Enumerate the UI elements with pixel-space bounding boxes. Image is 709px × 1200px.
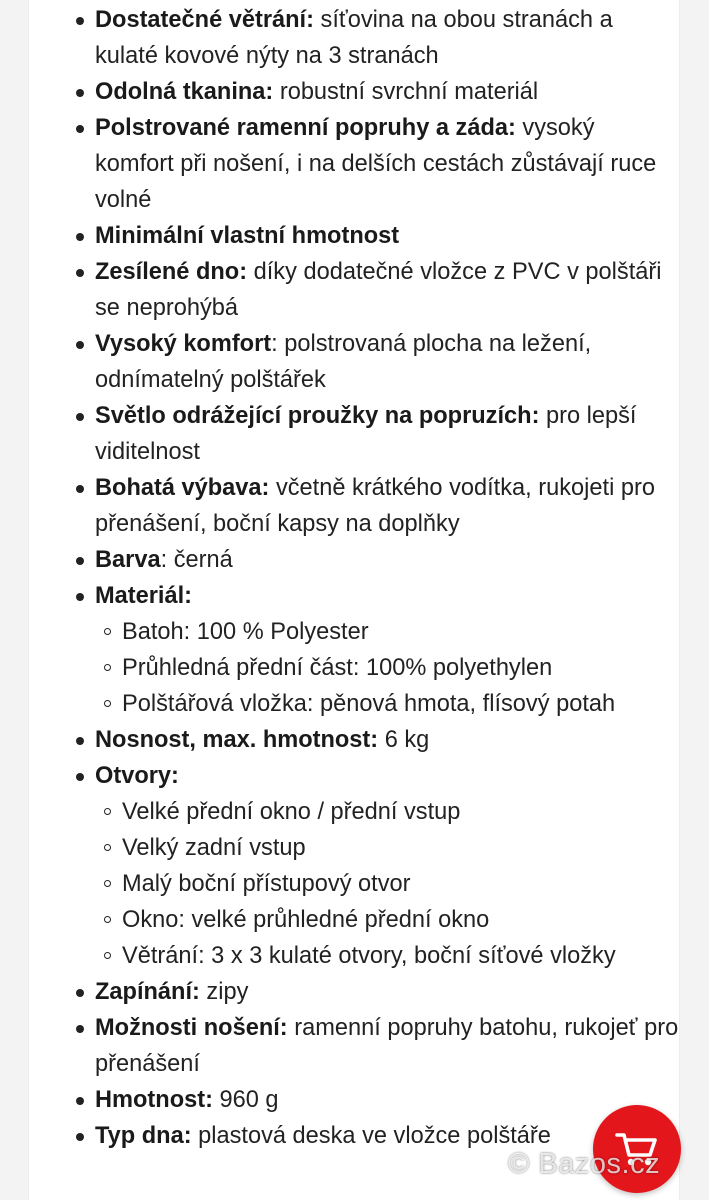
list-item: Otvory: Velké přední okno / přední vstup Velký zadní vstup Malý boční přístupový otvor Okno: velké průhledné přední okno Větrání: 3 x 3 kulaté otvory, boční síťové vložky [95,758,679,974]
sublist-item: Velké přední okno / přední vstup [122,794,679,830]
sublist-item: Batoh: 100 % Polyester [122,614,679,650]
list-item: Dostatečné větrání: síťovina na obou stranách a kulaté kovové nýty na 3 stranách [95,2,679,74]
list-item: Typ dna: plastová deska ve vložce polštáře [95,1118,679,1154]
material-sublist [95,614,679,722]
list-item: Hmotnost: 960 g [95,1082,679,1118]
list-item: Vysoký komfort: polstrovaná plocha na ležení, odnímatelný polštářek [95,326,679,398]
openings-sublist [95,794,679,974]
list-item: Polstrované ramenní popruhy a záda: vysoký komfort při nošení, i na delších cestách zůstávají ruce volné [95,110,679,218]
list-item: Možnosti nošení: ramenní popruhy batohu, rukojeť pro přenášení [95,1010,679,1082]
list-item: Zesílené dno: díky dodatečné vložce z PVC v polštáři se neprohýbá [95,254,679,326]
list-item: Odolná tkanina: robustní svrchní materiál [95,74,679,110]
product-description [29,2,679,1154]
sublist-item: Polštářová vložka: pěnová hmota, flísový potah [122,686,679,722]
list-item: Minimální vlastní hmotnost [95,218,679,254]
list-item: Světlo odrážející proužky na popruzích: pro lepší viditelnost [95,398,679,470]
sublist-item: Větrání: 3 x 3 kulaté otvory, boční síťové vložky [122,938,679,974]
watermark: © Bazos.cz [508,1148,661,1180]
sublist-item: Okno: velké průhledné přední okno [122,902,679,938]
description-panel [28,0,680,1200]
list-item: Zapínání: zipy [95,974,679,1010]
sublist-item: Velký zadní vstup [122,830,679,866]
feature-list [29,2,679,1154]
list-item: Bohatá výbava: včetně krátkého vodítka, rukojeti pro přenášení, boční kapsy na doplňky [95,470,679,542]
sublist-item: Malý boční přístupový otvor [122,866,679,902]
list-item: Nosnost, max. hmotnost: 6 kg [95,722,679,758]
sublist-item: Průhledná přední část: 100% polyethylen [122,650,679,686]
list-item: Barva: černá [95,542,679,578]
list-item: Materiál: Batoh: 100 % Polyester Průhledná přední část: 100% polyethylen Polštářová vložka: pěnová hmota, flísový potah [95,578,679,722]
